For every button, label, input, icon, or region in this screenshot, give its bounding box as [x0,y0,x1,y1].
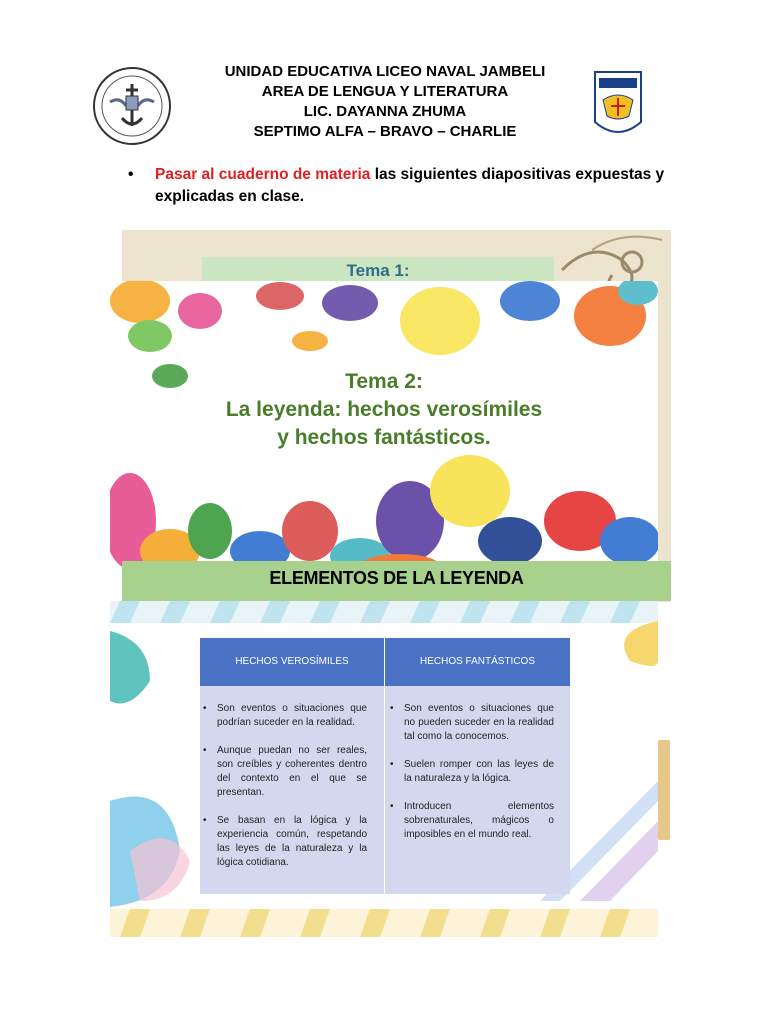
list-item: • Son eventos o situaciones que no pueden suceder en la realidad tal como la conocemos. [390,702,554,744]
instruction-text [155,164,665,208]
area-name: AREA DE LENGUA Y LITERATURA [261,83,509,100]
bullet-icon: • [128,166,134,183]
slide-edge-accent [658,740,670,840]
list-item: • Aunque puedan no ser reales, son creíbles y coherentes dentro del contexto en el que se presentan. [203,744,367,800]
instruction-rest: las siguientes diapositivas expuestas y explicadas en clase. [155,166,665,205]
slide-2-title-line-2: y hechos fantásticos. [277,426,491,449]
document-header [190,62,580,142]
teacher-name: LIC. DAYANNA ZHUMA [303,103,467,120]
column-fantasticos [390,702,554,856]
slide-2-title [110,368,658,452]
list-item: • Son eventos o situaciones que podrían suceder en la realidad. [203,702,367,730]
liceo-naval-logo [593,70,643,142]
column-divider [384,638,385,894]
elements-banner-title: ELEMENTOS DE LA LEYENDA [269,568,524,588]
slide-2-topic-number: Tema 2: [345,370,423,393]
header-verosimiles: HECHOS VEROSÍMILES [200,638,384,686]
instruction-highlight: Pasar al cuaderno de materia [155,166,371,183]
list-item: • Introducen elementos sobrenaturales, mágicos o imposibles en el mundo real. [390,800,554,842]
column-verosimiles [203,702,367,884]
armada-logo [92,66,172,146]
slide-1-title: Tema 1: [346,261,410,280]
school-name: UNIDAD EDUCATIVA LICEO NAVAL JAMBELI [224,63,546,80]
slide-2-title-line-1: La leyenda: hechos verosímiles [225,398,543,421]
list-item: • Suelen romper con las leyes de la naturaleza y la lógica. [390,758,554,786]
list-item: • Se basan en la lógica y la experiencia común, respetando las leyes de la naturaleza y la lógica cotidiana. [203,814,367,870]
grade-sections: SEPTIMO ALFA – BRAVO – CHARLIE [253,123,517,140]
header-fantasticos: HECHOS FANTÁSTICOS [385,638,570,686]
